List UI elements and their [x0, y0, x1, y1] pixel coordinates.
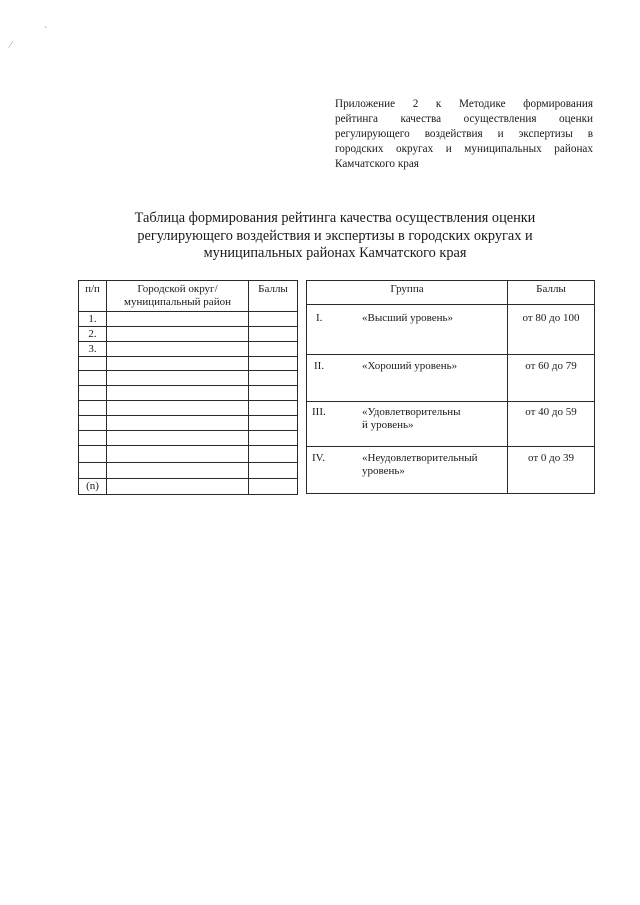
table-border [78, 478, 298, 479]
table-border [78, 326, 298, 327]
column-header: Городской округ/ муниципальный район [124, 283, 231, 308]
group-name [362, 406, 461, 432]
table-border [306, 280, 307, 494]
table-border [78, 370, 298, 371]
annex-note [335, 97, 593, 172]
table-border [78, 430, 298, 431]
group-points: от 80 до 100 [522, 312, 580, 324]
group-name-line: «Удовлетворительны [362, 406, 461, 418]
group-points: от 60 до 79 [525, 360, 577, 372]
group-name: «Высший уровень» [362, 312, 454, 324]
scan-mark: ˋ [44, 26, 48, 37]
group-name-line: «Неудовлетворительный [362, 452, 478, 464]
group-number: III. [312, 406, 326, 418]
title-line: регулирующего воздействия и экспертизы в городских округах и [137, 227, 533, 244]
column-header: п/п [85, 283, 100, 295]
table-border [78, 494, 298, 495]
table-border [78, 462, 298, 463]
annex-line: регулирующего воздействия и экспертизы в [335, 128, 593, 140]
group-name-line: й уровень» [362, 419, 414, 431]
table-border [306, 446, 595, 447]
group-points: от 0 до 39 [527, 452, 574, 464]
group-name [362, 452, 478, 478]
column-header: Баллы [536, 283, 566, 295]
annex-line: Приложение 2 к Методике формирования [335, 98, 593, 110]
document-title [100, 210, 570, 263]
table-border [78, 400, 298, 401]
group-number: II. [314, 360, 325, 372]
group-name-line: уровень» [362, 465, 405, 477]
table-border [78, 385, 298, 386]
table-border [78, 311, 298, 312]
table-border [306, 401, 595, 402]
row-number: 3. [88, 343, 97, 355]
annex-line: городских округах и муниципальных районах [335, 143, 593, 155]
title-line: Таблица формирования рейтинга качества осуществления оценки [134, 210, 536, 226]
row-number: (n) [86, 480, 99, 492]
annex-line: Камчатского края [335, 158, 419, 170]
table-border [78, 356, 298, 357]
row-number: 1. [88, 313, 97, 325]
table-border [306, 493, 595, 494]
column-header: Группа [390, 283, 424, 295]
table-border [306, 354, 595, 355]
table-border [78, 415, 298, 416]
table-border [78, 445, 298, 446]
group-number: I. [316, 312, 323, 324]
group-name: «Хороший уровень» [362, 360, 458, 372]
table-border [306, 280, 595, 281]
table-border [306, 304, 595, 305]
table-border [78, 341, 298, 342]
scan-mark: ⁄ [10, 40, 12, 51]
group-number: IV. [312, 452, 325, 464]
title-line: муниципальных районах Камчатского края [203, 245, 467, 261]
table-border [594, 280, 595, 494]
column-header: Баллы [258, 283, 288, 295]
table-border [78, 280, 298, 281]
row-number: 2. [88, 328, 97, 340]
group-points: от 40 до 59 [525, 406, 577, 418]
annex-line: рейтинга качества осуществления оценки [335, 113, 593, 125]
